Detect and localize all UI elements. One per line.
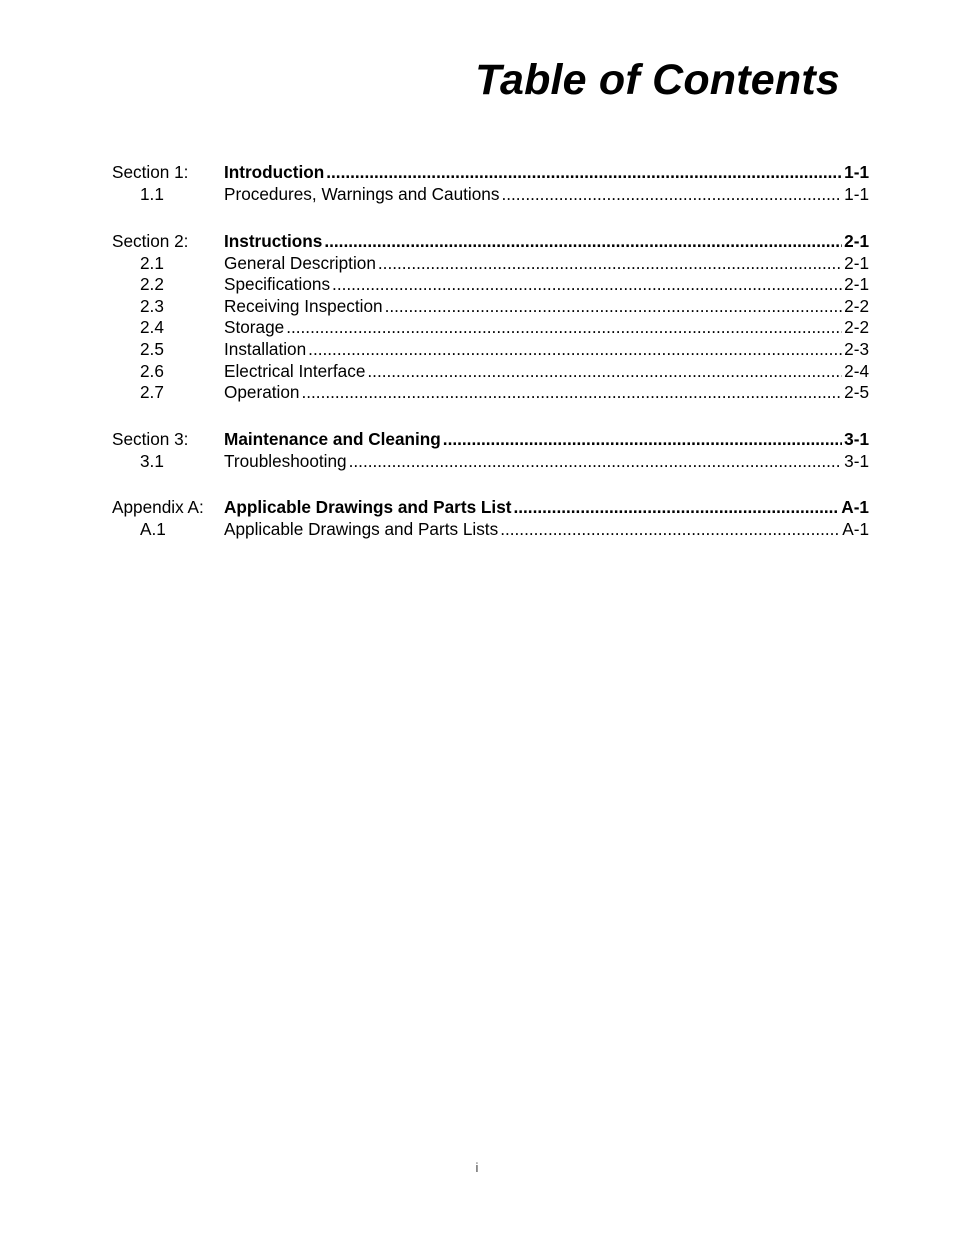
toc-page-number: 2-2 <box>844 295 869 316</box>
toc-item-title: Troubleshooting <box>224 450 347 471</box>
toc-item-title: Applicable Drawings and Parts Lists <box>224 519 499 540</box>
toc-item-number: 2.2 <box>140 274 164 295</box>
toc-dot-leader <box>326 160 842 184</box>
toc-section-title: Applicable Drawings and Parts List <box>224 497 512 518</box>
toc-page-number: 1-1 <box>844 162 869 182</box>
toc-item-number: A.1 <box>140 519 166 540</box>
table-of-contents <box>112 160 869 564</box>
toc-entry-maintenance-cleaning[interactable] <box>112 427 869 451</box>
toc-section-3 <box>112 427 869 473</box>
page-title: Table of Contents <box>475 56 840 104</box>
toc-item-number: 1.1 <box>140 184 164 204</box>
toc-item-number: 2.3 <box>140 295 164 316</box>
toc-entry-general-description[interactable] <box>112 253 869 275</box>
toc-entry-installation[interactable] <box>112 339 869 361</box>
toc-dot-leader <box>378 253 842 275</box>
toc-dot-leader <box>308 339 842 361</box>
toc-dot-leader <box>301 382 842 404</box>
toc-item-title: Storage <box>224 317 285 338</box>
toc-page-number: A-1 <box>842 519 869 540</box>
toc-entry-receiving-inspection[interactable] <box>112 296 869 318</box>
toc-page-number: 2-3 <box>844 338 869 359</box>
toc-item-title: Procedures, Warnings and Cautions <box>224 184 500 204</box>
toc-section-2 <box>112 229 869 404</box>
page-number: i <box>475 1160 479 1175</box>
toc-item-title: Installation <box>224 338 307 359</box>
toc-section-title: Maintenance and Cleaning <box>224 428 441 449</box>
toc-section-title: Instructions <box>224 230 323 251</box>
toc-entry-electrical-interface[interactable] <box>112 361 869 383</box>
toc-item-title: Electrical Interface <box>224 360 366 381</box>
toc-dot-leader <box>385 296 843 318</box>
toc-dot-leader <box>501 184 842 206</box>
toc-entry-troubleshooting[interactable] <box>112 451 869 473</box>
toc-dot-leader <box>324 229 842 253</box>
toc-dot-leader <box>332 274 842 296</box>
toc-entry-instructions[interactable] <box>112 229 869 253</box>
toc-dot-leader <box>443 427 842 451</box>
toc-section-label: Section 2: <box>112 230 189 251</box>
toc-page-number: A-1 <box>841 497 869 518</box>
toc-item-number: 3.1 <box>140 450 164 471</box>
toc-dot-leader <box>500 519 840 541</box>
toc-section-label: Section 1: <box>112 162 189 182</box>
toc-appendix-a <box>112 495 869 541</box>
toc-dot-leader <box>286 317 842 339</box>
toc-page-number: 2-1 <box>844 230 869 251</box>
toc-page-number: 2-1 <box>844 252 869 273</box>
toc-item-number: 2.4 <box>140 317 164 338</box>
toc-dot-leader <box>367 361 842 383</box>
toc-item-number: 2.1 <box>140 252 164 273</box>
toc-page-number: 3-1 <box>844 450 869 471</box>
toc-page-number: 3-1 <box>844 428 869 449</box>
toc-section-1 <box>112 160 869 206</box>
toc-item-number: 2.6 <box>140 360 164 381</box>
toc-item-title: Receiving Inspection <box>224 295 383 316</box>
toc-page-number: 2-5 <box>844 382 869 403</box>
toc-entry-introduction[interactable] <box>112 160 869 184</box>
toc-section-label: Appendix A: <box>112 497 204 518</box>
toc-entry-operation[interactable] <box>112 382 869 404</box>
toc-entry-procedures-warnings-cautions[interactable] <box>112 184 869 206</box>
toc-item-title: Operation <box>224 382 300 403</box>
toc-page-number: 2-4 <box>844 360 869 381</box>
toc-dot-leader <box>349 451 843 473</box>
toc-section-title: Introduction <box>224 162 325 182</box>
toc-page-number: 2-1 <box>844 274 869 295</box>
toc-item-number: 2.7 <box>140 382 164 403</box>
toc-entry-storage[interactable] <box>112 317 869 339</box>
toc-section-label: Section 3: <box>112 428 189 449</box>
toc-entry-specifications[interactable] <box>112 274 869 296</box>
toc-item-title: General Description <box>224 252 376 273</box>
toc-item-number: 2.5 <box>140 338 164 359</box>
toc-page-number: 1-1 <box>844 184 869 204</box>
toc-page-number: 2-2 <box>844 317 869 338</box>
toc-entry-applicable-drawings-parts-lists[interactable] <box>112 519 869 541</box>
toc-dot-leader <box>513 495 839 519</box>
toc-entry-applicable-drawings-parts-list[interactable] <box>112 495 869 519</box>
toc-item-title: Specifications <box>224 274 331 295</box>
